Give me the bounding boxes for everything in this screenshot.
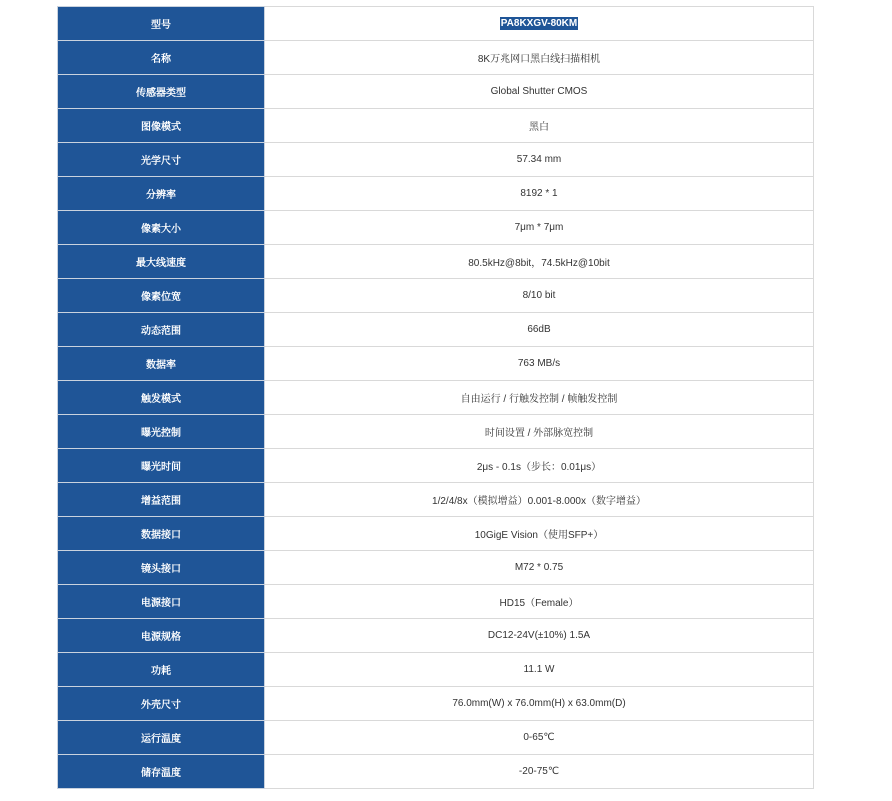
row-label: 数据接口 [58,517,265,551]
table-row [58,653,814,687]
row-label: 数据率 [58,347,265,381]
row-value: 66dB [265,313,814,347]
row-label: 曝光时间 [58,449,265,483]
row-label: 最大线速度 [58,245,265,279]
table-row [58,449,814,483]
row-label: 传感器类型 [58,75,265,109]
row-label: 动态范围 [58,313,265,347]
row-value: M72 * 0.75 [265,551,814,585]
table-row [58,143,814,177]
row-label: 外壳尺寸 [58,687,265,721]
row-label: 分辨率 [58,177,265,211]
row-value: 时间设置 / 外部脉宽控制 [265,415,814,449]
model-number: PA8KXGV-80KM [500,18,578,29]
table-row [58,177,814,211]
table-row [58,245,814,279]
row-label: 曝光控制 [58,415,265,449]
row-label: 名称 [58,41,265,75]
table-row [58,517,814,551]
row-label: 运行温度 [58,721,265,755]
table-row [58,347,814,381]
row-value: 7μm * 7μm [265,211,814,245]
table-row [58,109,814,143]
row-value: 2μs - 0.1s（步长：0.01μs） [265,449,814,483]
row-value: 763 MB/s [265,347,814,381]
row-value: 8/10 bit [265,279,814,313]
table-row [58,279,814,313]
row-label: 功耗 [58,653,265,687]
table-row [58,551,814,585]
row-value-cell [265,7,814,41]
row-label: 储存温度 [58,755,265,789]
table-row [58,755,814,789]
row-label: 像素大小 [58,211,265,245]
table-row [58,211,814,245]
row-value: 10GigE Vision（使用SFP+） [265,517,814,551]
row-label: 触发模式 [58,381,265,415]
row-value: Global Shutter CMOS [265,75,814,109]
table-row-model [58,7,814,41]
table-row [58,41,814,75]
row-value: 1/2/4/8x（模拟增益）0.001-8.000x（数字增益） [265,483,814,517]
row-label: 型号 [58,7,265,41]
row-value: 8K万兆网口黑白线扫描相机 [265,41,814,75]
table-row [58,687,814,721]
row-label: 光学尺寸 [58,143,265,177]
table-row [58,585,814,619]
table-row [58,381,814,415]
table-row [58,619,814,653]
row-value: 0-65℃ [265,721,814,755]
row-label: 电源规格 [58,619,265,653]
spec-table [57,6,814,789]
row-value: 80.5kHz@8bit，74.5kHz@10bit [265,245,814,279]
row-label: 图像模式 [58,109,265,143]
row-value: 11.1 W [265,653,814,687]
row-value: 76.0mm(W) x 76.0mm(H) x 63.0mm(D) [265,687,814,721]
table-row [58,483,814,517]
row-label: 电源接口 [58,585,265,619]
table-row [58,415,814,449]
row-value: 自由运行 / 行触发控制 / 帧触发控制 [265,381,814,415]
row-value: DC12-24V(±10%) 1.5A [265,619,814,653]
row-label: 像素位宽 [58,279,265,313]
row-value: 黑白 [265,109,814,143]
row-label: 镜头接口 [58,551,265,585]
row-label: 增益范围 [58,483,265,517]
table-row [58,721,814,755]
table-row [58,313,814,347]
row-value: 8192 * 1 [265,177,814,211]
spec-table-body [58,7,814,789]
table-row [58,75,814,109]
row-value: -20-75℃ [265,755,814,789]
row-value: HD15（Female） [265,585,814,619]
row-value: 57.34 mm [265,143,814,177]
